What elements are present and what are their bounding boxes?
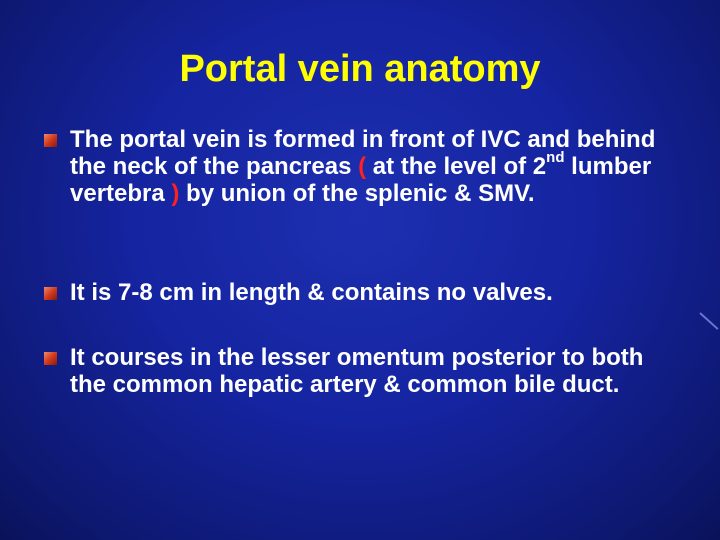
bullet-item	[44, 344, 684, 398]
slide-title: Portal vein anatomy	[179, 48, 541, 90]
bullet-marker-icon	[44, 134, 57, 147]
bullet-text-part: lumber vertebra	[70, 153, 652, 207]
bullet-text-part: at the level of 2	[366, 153, 547, 180]
bullet-marker-icon	[44, 287, 57, 300]
bullet-text	[70, 126, 684, 207]
bullet-text: It is 7-8 cm in length & contains no valves.	[70, 279, 553, 306]
decorative-line	[699, 312, 718, 330]
close-parenthesis: )	[171, 180, 180, 207]
bullet-marker-icon	[44, 352, 57, 365]
open-parenthesis: (	[358, 153, 367, 180]
ordinal-superscript: nd	[546, 149, 565, 166]
bullet-item	[44, 126, 684, 207]
bullet-text-part: The portal vein is formed in front of IVC and behind the neck of the pancreas	[70, 126, 656, 180]
bullet-text: It courses in the lesser omentum posterior to both the common hepatic artery & common bile duct.	[70, 344, 644, 398]
bullet-item	[44, 279, 684, 306]
bullet-text-part: by union of the splenic & SMV.	[179, 180, 535, 207]
